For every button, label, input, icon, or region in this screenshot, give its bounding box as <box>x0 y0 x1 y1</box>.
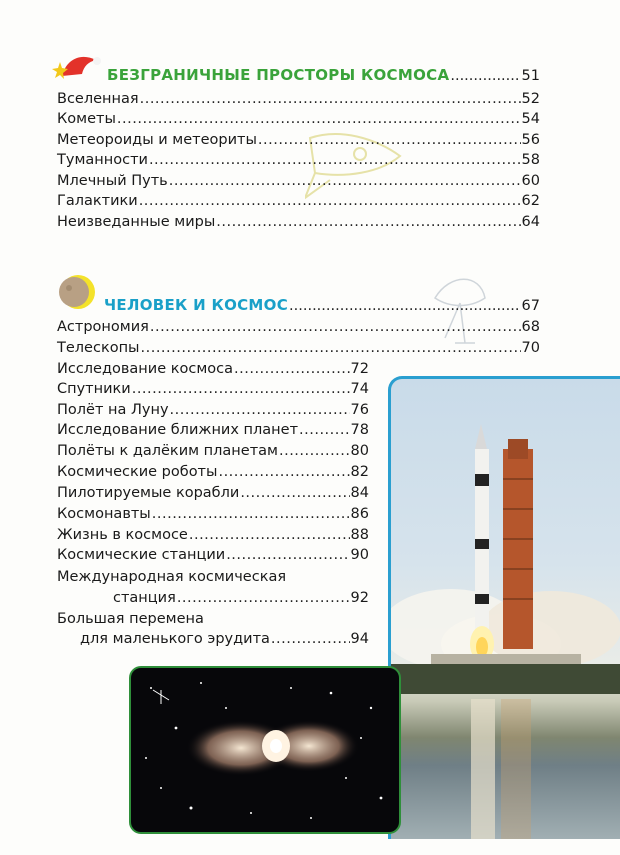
item-title: Большая перемена <box>57 611 204 627</box>
toc-item[interactable] <box>57 484 369 502</box>
page-number: 88 <box>350 527 369 543</box>
item-title: Метеороиды и метеориты <box>57 132 257 148</box>
item-title: Млечный Путь <box>57 173 168 189</box>
item-title: Телескопы <box>57 340 140 356</box>
item-title: Космические роботы <box>57 464 218 480</box>
toc-item[interactable] <box>57 505 369 523</box>
dot-leader <box>299 421 350 439</box>
toc-item[interactable] <box>57 151 540 169</box>
dot-leader <box>240 484 349 502</box>
page-number: 68 <box>521 319 540 335</box>
item-title: Туманности <box>57 152 148 168</box>
dot-leader <box>226 546 349 564</box>
toc-item-line2[interactable] <box>113 589 369 607</box>
toc-item[interactable] <box>57 360 369 378</box>
page-number: 90 <box>350 547 369 563</box>
page-number: 92 <box>350 590 369 606</box>
dot-leader <box>149 151 521 169</box>
item-title: Полёты к далёким планетам <box>57 443 278 459</box>
dot-leader <box>258 131 521 149</box>
item-title: Неизведанные миры <box>57 214 216 230</box>
dot-leader <box>140 90 521 108</box>
toc-item-line2[interactable] <box>80 630 369 648</box>
page-number: 62 <box>521 193 540 209</box>
item-title-cont: для маленького эрудита <box>80 631 270 647</box>
dot-leader <box>279 442 350 460</box>
toc-item[interactable] <box>57 192 540 210</box>
toc-item[interactable] <box>57 526 369 544</box>
dot-leader <box>218 463 349 481</box>
toc-item[interactable] <box>57 172 540 190</box>
dot-leader <box>152 505 350 523</box>
moon-icon <box>56 272 100 312</box>
page-number: 86 <box>350 506 369 522</box>
toc-item-line1[interactable] <box>57 568 369 586</box>
page-number: 82 <box>350 464 369 480</box>
page-number: 80 <box>350 443 369 459</box>
nebula-icon <box>131 668 399 832</box>
toc-item[interactable] <box>57 213 540 231</box>
page-number: 56 <box>521 132 540 148</box>
dot-leader <box>289 298 521 314</box>
rocket-launch-photo <box>388 376 620 839</box>
item-title: Галактики <box>57 193 138 209</box>
section-title: БЕЗГРАНИЧНЫЕ ПРОСТОРЫ КОСМОСА <box>107 66 450 84</box>
toc-item[interactable] <box>57 421 369 439</box>
section-title: ЧЕЛОВЕК И КОСМОС <box>104 296 289 314</box>
dot-leader <box>169 172 521 190</box>
dot-leader <box>234 360 350 378</box>
toc-item[interactable] <box>57 339 540 357</box>
toc-item[interactable] <box>57 318 540 336</box>
page-number: 72 <box>350 361 369 377</box>
page-number: 60 <box>521 173 540 189</box>
page-number: 51 <box>521 68 540 84</box>
dot-leader <box>177 589 350 607</box>
toc-item[interactable] <box>57 546 369 564</box>
page-number: 78 <box>350 422 369 438</box>
item-title: Вселенная <box>57 91 139 107</box>
dot-leader <box>141 339 521 357</box>
toc-item[interactable] <box>57 463 369 481</box>
item-title: Космонавты <box>57 506 151 522</box>
santa-hat-star-icon <box>50 50 102 82</box>
section-heading-human-space[interactable] <box>104 296 540 314</box>
dot-leader <box>450 68 520 84</box>
page-number: 54 <box>521 111 540 127</box>
item-title: Космические станции <box>57 547 226 563</box>
page-number: 74 <box>350 381 369 397</box>
dot-leader <box>132 380 350 398</box>
section-heading-space[interactable] <box>107 66 540 84</box>
page-number: 94 <box>350 631 369 647</box>
dot-leader <box>150 318 521 336</box>
item-title: Исследование космоса <box>57 361 234 377</box>
dot-leader <box>271 630 350 648</box>
dot-leader <box>170 401 350 419</box>
rocket-icon <box>391 379 620 839</box>
toc-item[interactable] <box>57 110 540 128</box>
item-title: Пилотируемые корабли <box>57 485 240 501</box>
page-number: 67 <box>521 298 540 314</box>
page-number: 70 <box>521 340 540 356</box>
dot-leader <box>189 526 350 544</box>
dot-leader <box>216 213 520 231</box>
toc-item[interactable] <box>57 90 540 108</box>
page-number: 52 <box>521 91 540 107</box>
item-title: Международная космическая <box>57 569 287 585</box>
item-title: Спутники <box>57 381 131 397</box>
toc-item[interactable] <box>57 442 369 460</box>
page-number: 64 <box>521 214 540 230</box>
ant-nebula-photo <box>129 666 401 834</box>
toc-item[interactable] <box>57 131 540 149</box>
item-title: Полёт на Луну <box>57 402 169 418</box>
page-number: 84 <box>350 485 369 501</box>
toc-item[interactable] <box>57 380 369 398</box>
page-number: 76 <box>350 402 369 418</box>
dot-leader <box>139 192 521 210</box>
page-number: 58 <box>521 152 540 168</box>
toc-item-line1[interactable] <box>57 610 369 628</box>
item-title-cont: станция <box>113 590 176 606</box>
dot-leader <box>117 110 521 128</box>
toc-item[interactable] <box>57 401 369 419</box>
item-title: Астрономия <box>57 319 149 335</box>
item-title: Исследование ближних планет <box>57 422 299 438</box>
item-title: Кометы <box>57 111 116 127</box>
item-title: Жизнь в космосе <box>57 527 188 543</box>
